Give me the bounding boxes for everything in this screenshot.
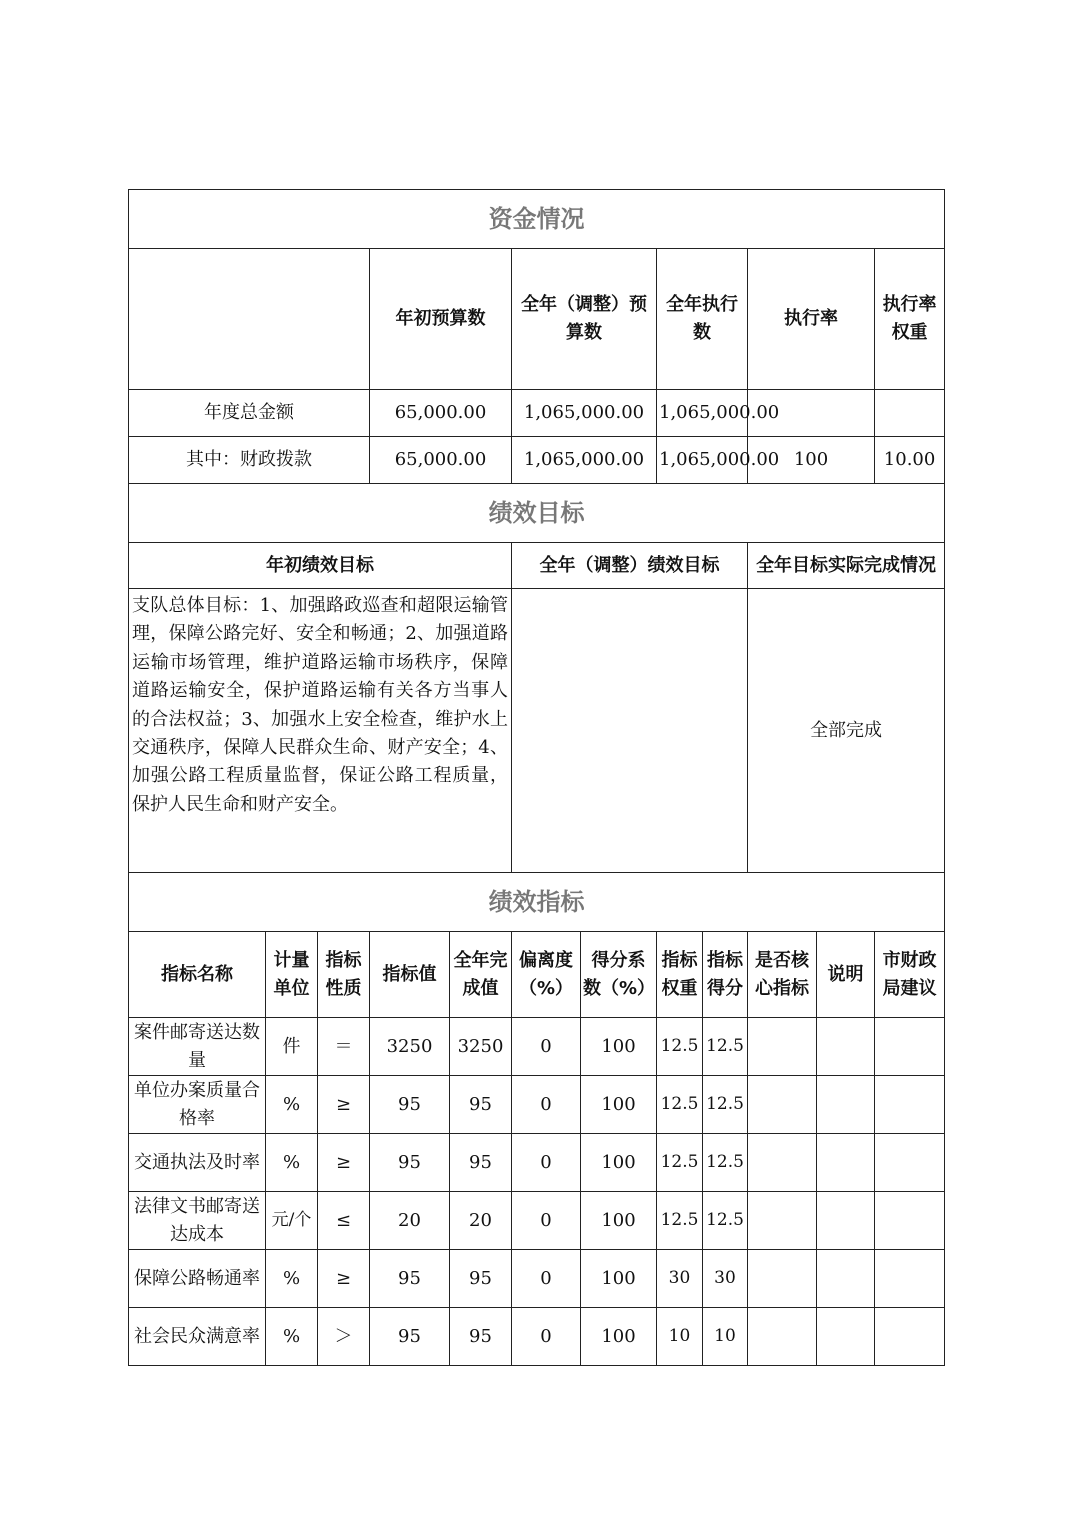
ind-actual: 95 (450, 1250, 512, 1308)
ind-advice (875, 1076, 945, 1134)
funds-adjusted-value: 1,065,000.00 (512, 437, 657, 484)
ind-weight: 12.5 (657, 1134, 703, 1192)
ind-header-actual: 全年完成值 (450, 932, 512, 1018)
ind-note (817, 1018, 875, 1076)
ind-score: 12.5 (703, 1134, 748, 1192)
ind-unit: 元/个 (266, 1192, 318, 1250)
ind-weight: 30 (657, 1250, 703, 1308)
goals-header-initial: 年初绩效目标 (129, 543, 512, 589)
ind-actual: 95 (450, 1076, 512, 1134)
ind-advice (875, 1308, 945, 1366)
ind-unit: % (266, 1134, 318, 1192)
ind-coef: 100 (581, 1076, 657, 1134)
goals-header-actual: 全年目标实际完成情况 (748, 543, 945, 589)
ind-score: 12.5 (703, 1018, 748, 1076)
ind-header-unit: 计量单位 (266, 932, 318, 1018)
goals-section-title: 绩效目标 (129, 484, 945, 543)
ind-name: 单位办案质量合格率 (129, 1076, 266, 1134)
ind-name: 保障公路畅通率 (129, 1250, 266, 1308)
ind-advice (875, 1018, 945, 1076)
ind-target: 3250 (370, 1018, 450, 1076)
funds-initial-value: 65,000.00 (370, 437, 512, 484)
ind-unit: % (266, 1308, 318, 1366)
ind-nature: ≥ (318, 1250, 370, 1308)
ind-header-note: 说明 (817, 932, 875, 1018)
ind-header-name: 指标名称 (129, 932, 266, 1018)
funds-row (129, 437, 945, 484)
ind-advice (875, 1250, 945, 1308)
ind-header-score: 指标得分 (703, 932, 748, 1018)
funds-header-blank (129, 249, 370, 390)
ind-advice (875, 1134, 945, 1192)
ind-target: 95 (370, 1250, 450, 1308)
indicator-row (129, 1308, 945, 1366)
indicator-row (129, 1134, 945, 1192)
ind-header-coef: 得分系数（%） (581, 932, 657, 1018)
indicator-row (129, 1018, 945, 1076)
funds-section-title: 资金情况 (129, 190, 945, 249)
ind-deviation: 0 (512, 1250, 581, 1308)
ind-score: 12.5 (703, 1076, 748, 1134)
ind-header-advice: 市财政局建议 (875, 932, 945, 1018)
funds-rate-value: 100 (748, 437, 875, 484)
ind-name: 社会民众满意率 (129, 1308, 266, 1366)
ind-core (748, 1250, 817, 1308)
funds-header-adjusted: 全年（调整）预算数 (512, 249, 657, 390)
ind-core (748, 1018, 817, 1076)
ind-deviation: 0 (512, 1076, 581, 1134)
funds-weight-value: 10.00 (875, 437, 945, 484)
ind-coef: 100 (581, 1308, 657, 1366)
indicator-row (129, 1192, 945, 1250)
ind-note (817, 1076, 875, 1134)
ind-header-nature: 指标性质 (318, 932, 370, 1018)
funds-header-rate: 执行率 (748, 249, 875, 390)
ind-name: 交通执法及时率 (129, 1134, 266, 1192)
ind-actual: 95 (450, 1134, 512, 1192)
ind-target: 95 (370, 1308, 450, 1366)
ind-nature: ＞ (318, 1308, 370, 1366)
ind-weight: 10 (657, 1308, 703, 1366)
ind-header-weight: 指标权重 (657, 932, 703, 1018)
ind-weight: 12.5 (657, 1018, 703, 1076)
ind-weight: 12.5 (657, 1076, 703, 1134)
ind-nature: ≥ (318, 1076, 370, 1134)
ind-note (817, 1192, 875, 1250)
ind-nature: ＝ (318, 1018, 370, 1076)
ind-deviation: 0 (512, 1308, 581, 1366)
ind-coef: 100 (581, 1250, 657, 1308)
performance-table (128, 189, 945, 1366)
ind-core (748, 1076, 817, 1134)
ind-score: 10 (703, 1308, 748, 1366)
ind-core (748, 1308, 817, 1366)
ind-target: 95 (370, 1076, 450, 1134)
ind-weight: 12.5 (657, 1192, 703, 1250)
funds-executed-value: 1,065,000.00 (657, 390, 748, 437)
ind-note (817, 1250, 875, 1308)
ind-note (817, 1134, 875, 1192)
funds-row-label: 年度总金额 (129, 390, 370, 437)
goals-header-adjusted: 全年（调整）绩效目标 (512, 543, 748, 589)
ind-deviation: 0 (512, 1134, 581, 1192)
ind-nature: ≥ (318, 1134, 370, 1192)
ind-coef: 100 (581, 1134, 657, 1192)
ind-score: 30 (703, 1250, 748, 1308)
ind-target: 95 (370, 1134, 450, 1192)
ind-target: 20 (370, 1192, 450, 1250)
ind-actual: 95 (450, 1308, 512, 1366)
ind-unit: % (266, 1076, 318, 1134)
ind-unit: 件 (266, 1018, 318, 1076)
funds-executed-value: 1,065,000.00 (657, 437, 748, 484)
ind-actual: 20 (450, 1192, 512, 1250)
goals-actual-text: 全部完成 (748, 589, 945, 873)
goals-adjusted-text (512, 589, 748, 873)
indicators-section-title: 绩效指标 (129, 873, 945, 932)
ind-name: 法律文书邮寄送达成本 (129, 1192, 266, 1250)
ind-core (748, 1134, 817, 1192)
funds-header-weight: 执行率权重 (875, 249, 945, 390)
ind-note (817, 1308, 875, 1366)
goals-initial-text: 支队总体目标：1、加强路政巡查和超限运输管理，保障公路完好、安全和畅通；2、加强道路运输市场管理，维护道路运输市场秩序，保障道路运输安全，保护道路运输有关各方当事人的合法权益；3、加强水上安全检查，维护水上交通秩序，保障人民群众生命、财产安全；4、加强公路工程质量监督，保证公路工程质量，保护人民生命和财产安全。 (129, 589, 512, 873)
ind-deviation: 0 (512, 1192, 581, 1250)
funds-header-initial: 年初预算数 (370, 249, 512, 390)
funds-row (129, 390, 945, 437)
funds-header-executed: 全年执行数 (657, 249, 748, 390)
ind-name: 案件邮寄送达数量 (129, 1018, 266, 1076)
ind-advice (875, 1192, 945, 1250)
ind-actual: 3250 (450, 1018, 512, 1076)
ind-header-core: 是否核心指标 (748, 932, 817, 1018)
funds-weight-value (875, 390, 945, 437)
funds-row-label: 其中：财政拨款 (129, 437, 370, 484)
ind-header-deviation: 偏离度（%） (512, 932, 581, 1018)
funds-adjusted-value: 1,065,000.00 (512, 390, 657, 437)
ind-coef: 100 (581, 1192, 657, 1250)
indicator-row (129, 1076, 945, 1134)
ind-deviation: 0 (512, 1018, 581, 1076)
funds-initial-value: 65,000.00 (370, 390, 512, 437)
ind-coef: 100 (581, 1018, 657, 1076)
indicator-row (129, 1250, 945, 1308)
ind-core (748, 1192, 817, 1250)
ind-unit: % (266, 1250, 318, 1308)
ind-header-target: 指标值 (370, 932, 450, 1018)
ind-nature: ≤ (318, 1192, 370, 1250)
ind-score: 12.5 (703, 1192, 748, 1250)
